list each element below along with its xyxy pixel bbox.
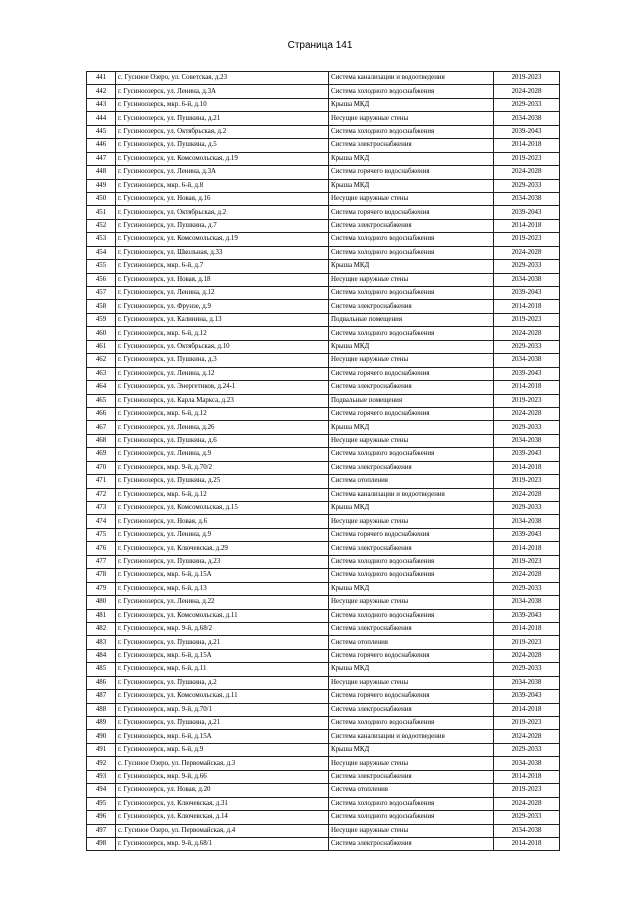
address-cell: г. Гусиноозерск, мкр. 6-й, д.12 <box>116 488 329 501</box>
period-cell: 2019-2023 <box>494 475 560 488</box>
address-cell: г. Гусиноозерск, мкр. 6-й, д.9 <box>116 743 329 756</box>
row-number-cell: 443 <box>87 98 116 111</box>
system-cell: Система холодного водоснабжения <box>329 569 494 582</box>
table-row <box>87 367 560 380</box>
system-cell: Система горячего водоснабжения <box>329 649 494 662</box>
period-cell: 2029-2033 <box>494 179 560 192</box>
row-number-cell: 448 <box>87 166 116 179</box>
period-cell: 2034-2038 <box>494 676 560 689</box>
system-cell: Крыша МКД <box>329 260 494 273</box>
table-row <box>87 743 560 756</box>
table-row <box>87 569 560 582</box>
table-row <box>87 192 560 205</box>
address-cell: г. Гусиноозерск, ул. Фрунзе, д.9 <box>116 300 329 313</box>
system-cell: Крыша МКД <box>329 582 494 595</box>
table-row <box>87 797 560 810</box>
address-cell: г. Гусиноозерск, мкр. 9-й, д.70/1 <box>116 703 329 716</box>
address-cell: г. Гусиноозерск, ул. Школьная, д.33 <box>116 246 329 259</box>
address-cell: г. Гусиноозерск, мкр. 6-й, д.7 <box>116 260 329 273</box>
table-row <box>87 811 560 824</box>
row-number-cell: 465 <box>87 394 116 407</box>
period-cell: 2029-2033 <box>494 811 560 824</box>
period-cell: 2029-2033 <box>494 260 560 273</box>
period-cell: 2019-2023 <box>494 717 560 730</box>
system-cell: Система холодного водоснабжения <box>329 448 494 461</box>
table-row <box>87 663 560 676</box>
system-cell: Система холодного водоснабжения <box>329 287 494 300</box>
table-row <box>87 582 560 595</box>
row-number-cell: 479 <box>87 582 116 595</box>
row-number-cell: 453 <box>87 233 116 246</box>
table-row <box>87 609 560 622</box>
row-number-cell: 450 <box>87 192 116 205</box>
address-cell: г. Гусиноозерск, ул. Пушкина, д.6 <box>116 434 329 447</box>
system-cell: Система отопления <box>329 784 494 797</box>
system-cell: Несущие наружные стены <box>329 434 494 447</box>
table-row <box>87 233 560 246</box>
table-row <box>87 327 560 340</box>
address-cell: г. Гусиноозерск, ул. Октябрьская, д.2 <box>116 206 329 219</box>
address-cell: г. Гусиноозерск, мкр. 6-й, д.10 <box>116 98 329 111</box>
period-cell: 2019-2023 <box>494 313 560 326</box>
table-row <box>87 260 560 273</box>
address-cell: г. Гусиноозерск, ул. Пушкина, д.25 <box>116 475 329 488</box>
row-number-cell: 484 <box>87 649 116 662</box>
period-cell: 2029-2033 <box>494 502 560 515</box>
row-number-cell: 482 <box>87 622 116 635</box>
table-row <box>87 622 560 635</box>
system-cell: Крыша МКД <box>329 152 494 165</box>
system-cell: Система электроснабжения <box>329 837 494 850</box>
system-cell: Система горячего водоснабжения <box>329 407 494 420</box>
system-cell: Система холодного водоснабжения <box>329 233 494 246</box>
address-cell: г. Гусиноозерск, ул. Новая, д.6 <box>116 515 329 528</box>
row-number-cell: 477 <box>87 555 116 568</box>
address-cell: г. Гусиноозерск, ул. Ключевская, д.31 <box>116 797 329 810</box>
period-cell: 2029-2033 <box>494 98 560 111</box>
table-row <box>87 206 560 219</box>
table-row <box>87 448 560 461</box>
system-cell: Система холодного водоснабжения <box>329 717 494 730</box>
row-number-cell: 490 <box>87 730 116 743</box>
address-cell: г. Гусиноозерск, ул. Ленина, д.9 <box>116 448 329 461</box>
address-cell: г. Гусиноозерск, мкр. 9-й, д.68/2 <box>116 622 329 635</box>
period-cell: 2034-2038 <box>494 192 560 205</box>
system-cell: Система холодного водоснабжения <box>329 246 494 259</box>
address-cell: г. Гусиноозерск, ул. Новая, д.16 <box>116 192 329 205</box>
period-cell: 2019-2023 <box>494 72 560 85</box>
period-cell: 2019-2023 <box>494 636 560 649</box>
row-number-cell: 487 <box>87 690 116 703</box>
period-cell: 2029-2033 <box>494 340 560 353</box>
row-number-cell: 442 <box>87 85 116 98</box>
row-number-cell: 485 <box>87 663 116 676</box>
period-cell: 2014-2018 <box>494 461 560 474</box>
period-cell: 2024-2028 <box>494 85 560 98</box>
table-row <box>87 139 560 152</box>
period-cell: 2024-2028 <box>494 730 560 743</box>
address-cell: г. Гусиноозерск, ул. Ключевская, д.29 <box>116 542 329 555</box>
address-cell: г. Гусиноозерск, ул. Ленина, д.22 <box>116 596 329 609</box>
row-number-cell: 471 <box>87 475 116 488</box>
address-cell: г. Гусиноозерск, ул. Ленина, д.3А <box>116 85 329 98</box>
system-cell: Система электроснабжения <box>329 381 494 394</box>
table-row <box>87 152 560 165</box>
table-row <box>87 300 560 313</box>
address-cell: г. Гусиноозерск, ул. Пушкина, д.23 <box>116 555 329 568</box>
row-number-cell: 476 <box>87 542 116 555</box>
period-cell: 2039-2043 <box>494 125 560 138</box>
system-cell: Крыша МКД <box>329 179 494 192</box>
system-cell: Система горячего водоснабжения <box>329 367 494 380</box>
system-cell: Крыша МКД <box>329 340 494 353</box>
table-row <box>87 219 560 232</box>
row-number-cell: 451 <box>87 206 116 219</box>
period-cell: 2029-2033 <box>494 582 560 595</box>
period-cell: 2034-2038 <box>494 757 560 770</box>
table-row <box>87 407 560 420</box>
period-cell: 2024-2028 <box>494 569 560 582</box>
table-row <box>87 354 560 367</box>
row-number-cell: 481 <box>87 609 116 622</box>
row-number-cell: 474 <box>87 515 116 528</box>
period-cell: 2014-2018 <box>494 770 560 783</box>
row-number-cell: 462 <box>87 354 116 367</box>
row-number-cell: 475 <box>87 528 116 541</box>
row-number-cell: 491 <box>87 743 116 756</box>
period-cell: 2019-2023 <box>494 555 560 568</box>
period-cell: 2029-2033 <box>494 743 560 756</box>
address-cell: г. Гусиноозерск, ул. Пушкина, д.2 <box>116 676 329 689</box>
address-cell: г. Гусиноозерск, ул. Комсомольская, д.19 <box>116 152 329 165</box>
period-cell: 2014-2018 <box>494 703 560 716</box>
address-cell: г. Гусиноозерск, мкр. 9-й, д.66 <box>116 770 329 783</box>
row-number-cell: 473 <box>87 502 116 515</box>
address-cell: г. Гусиноозерск, ул. Новая, д.20 <box>116 784 329 797</box>
table-row <box>87 313 560 326</box>
row-number-cell: 469 <box>87 448 116 461</box>
table-row <box>87 730 560 743</box>
row-number-cell: 449 <box>87 179 116 192</box>
system-cell: Система канализации и водоотведения <box>329 72 494 85</box>
row-number-cell: 447 <box>87 152 116 165</box>
row-number-cell: 486 <box>87 676 116 689</box>
address-cell: г. Гусиноозерск, ул. Пушкина, д.21 <box>116 636 329 649</box>
address-cell: г. Гусиноозерск, ул. Комсомольская, д.19 <box>116 233 329 246</box>
row-number-cell: 446 <box>87 139 116 152</box>
table-row <box>87 542 560 555</box>
address-cell: г. Гусиноозерск, ул. Пушкина, д.7 <box>116 219 329 232</box>
system-cell: Система горячего водоснабжения <box>329 690 494 703</box>
address-cell: г. Гусиноозерск, ул. Ленина, д.12 <box>116 287 329 300</box>
period-cell: 2034-2038 <box>494 112 560 125</box>
row-number-cell: 494 <box>87 784 116 797</box>
address-cell: г. Гусиноозерск, мкр. 6-й, д.13 <box>116 582 329 595</box>
address-cell: г. Гусиноозерск, ул. Комсомольская, д.15 <box>116 502 329 515</box>
period-cell: 2014-2018 <box>494 300 560 313</box>
table-row <box>87 125 560 138</box>
system-cell: Система электроснабжения <box>329 300 494 313</box>
system-cell: Система холодного водоснабжения <box>329 609 494 622</box>
system-cell: Несущие наружные стены <box>329 515 494 528</box>
period-cell: 2014-2018 <box>494 219 560 232</box>
table-row <box>87 421 560 434</box>
row-number-cell: 461 <box>87 340 116 353</box>
period-cell: 2014-2018 <box>494 622 560 635</box>
period-cell: 2014-2018 <box>494 837 560 850</box>
system-cell: Несущие наружные стены <box>329 824 494 837</box>
row-number-cell: 489 <box>87 717 116 730</box>
row-number-cell: 493 <box>87 770 116 783</box>
row-number-cell: 457 <box>87 287 116 300</box>
row-number-cell: 463 <box>87 367 116 380</box>
table-row <box>87 555 560 568</box>
address-cell: г. Гусиноозерск, ул. Пушкина, д.5 <box>116 139 329 152</box>
period-cell: 2024-2028 <box>494 166 560 179</box>
row-number-cell: 483 <box>87 636 116 649</box>
system-cell: Система канализации и водоотведения <box>329 488 494 501</box>
table-row <box>87 676 560 689</box>
row-number-cell: 488 <box>87 703 116 716</box>
page-title: Страница 141 <box>287 40 353 51</box>
system-cell: Крыша МКД <box>329 663 494 676</box>
system-cell: Система холодного водоснабжения <box>329 811 494 824</box>
period-cell: 2014-2018 <box>494 139 560 152</box>
system-cell: Подвальные помещения <box>329 394 494 407</box>
address-cell: г. Гусиноозерск, ул. Ключевская, д.14 <box>116 811 329 824</box>
period-cell: 2039-2043 <box>494 609 560 622</box>
period-cell: 2029-2033 <box>494 421 560 434</box>
address-cell: г. Гусиноозерск, ул. Октябрьская, д.2 <box>116 125 329 138</box>
period-cell: 2024-2028 <box>494 649 560 662</box>
period-cell: 2024-2028 <box>494 797 560 810</box>
system-cell: Подвальные помещения <box>329 313 494 326</box>
address-cell: г. Гусиноозерск, ул. Калинина, д.13 <box>116 313 329 326</box>
table-row <box>87 434 560 447</box>
period-cell: 2039-2043 <box>494 690 560 703</box>
row-number-cell: 470 <box>87 461 116 474</box>
address-cell: г. Гусиноозерск, мкр. 6-й, д.15А <box>116 569 329 582</box>
table-row <box>87 179 560 192</box>
address-cell: г. Гусиноозерск, ул. Ленина, д.9 <box>116 528 329 541</box>
system-cell: Несущие наружные стены <box>329 112 494 125</box>
system-cell: Крыша МКД <box>329 421 494 434</box>
period-cell: 2039-2043 <box>494 367 560 380</box>
row-number-cell: 468 <box>87 434 116 447</box>
address-cell: с. Гусиное Озеро, ул. Советская, д.23 <box>116 72 329 85</box>
system-cell: Система электроснабжения <box>329 770 494 783</box>
row-number-cell: 444 <box>87 112 116 125</box>
row-number-cell: 472 <box>87 488 116 501</box>
table-row <box>87 515 560 528</box>
address-cell: г. Гусиноозерск, мкр. 6-й, д.15А <box>116 649 329 662</box>
period-cell: 2029-2033 <box>494 663 560 676</box>
period-cell: 2024-2028 <box>494 407 560 420</box>
system-cell: Система холодного водоснабжения <box>329 797 494 810</box>
row-number-cell: 496 <box>87 811 116 824</box>
address-cell: с. Гусиное Озеро, ул. Первомайская, д.3 <box>116 757 329 770</box>
row-number-cell: 459 <box>87 313 116 326</box>
table-row <box>87 461 560 474</box>
table-row <box>87 72 560 85</box>
row-number-cell: 458 <box>87 300 116 313</box>
system-cell: Несущие наружные стены <box>329 354 494 367</box>
period-cell: 2014-2018 <box>494 381 560 394</box>
table-row <box>87 112 560 125</box>
system-cell: Несущие наружные стены <box>329 192 494 205</box>
row-number-cell: 441 <box>87 72 116 85</box>
row-number-cell: 460 <box>87 327 116 340</box>
period-cell: 2034-2038 <box>494 596 560 609</box>
row-number-cell: 495 <box>87 797 116 810</box>
table-row <box>87 649 560 662</box>
period-cell: 2034-2038 <box>494 515 560 528</box>
table-row <box>87 381 560 394</box>
row-number-cell: 456 <box>87 273 116 286</box>
system-cell: Система горячего водоснабжения <box>329 206 494 219</box>
period-cell: 2019-2023 <box>494 152 560 165</box>
table-row <box>87 246 560 259</box>
system-cell: Система горячего водоснабжения <box>329 166 494 179</box>
address-cell: г. Гусиноозерск, мкр. 6-й, д.11 <box>116 663 329 676</box>
period-cell: 2039-2043 <box>494 528 560 541</box>
registry-table <box>86 71 560 851</box>
system-cell: Крыша МКД <box>329 743 494 756</box>
row-number-cell: 478 <box>87 569 116 582</box>
table-row <box>87 502 560 515</box>
period-cell: 2034-2038 <box>494 434 560 447</box>
period-cell: 2039-2043 <box>494 287 560 300</box>
row-number-cell: 497 <box>87 824 116 837</box>
table-row <box>87 703 560 716</box>
system-cell: Система электроснабжения <box>329 461 494 474</box>
period-cell: 2024-2028 <box>494 488 560 501</box>
row-number-cell: 480 <box>87 596 116 609</box>
row-number-cell: 464 <box>87 381 116 394</box>
row-number-cell: 492 <box>87 757 116 770</box>
system-cell: Система холодного водоснабжения <box>329 125 494 138</box>
period-cell: 2019-2023 <box>494 784 560 797</box>
row-number-cell: 452 <box>87 219 116 232</box>
row-number-cell: 454 <box>87 246 116 259</box>
address-cell: г. Гусиноозерск, ул. Октябрьская, д.10 <box>116 340 329 353</box>
system-cell: Система отопления <box>329 475 494 488</box>
system-cell: Несущие наружные стены <box>329 676 494 689</box>
address-cell: г. Гусиноозерск, мкр. 6-й, д.12 <box>116 407 329 420</box>
period-cell: 2034-2038 <box>494 354 560 367</box>
address-cell: г. Гусиноозерск, ул. Энергетиков, д.24-1 <box>116 381 329 394</box>
address-cell: г. Гусиноозерск, ул. Карла Маркса, д.23 <box>116 394 329 407</box>
address-cell: г. Гусиноозерск, мкр. 9-й, д.70/2 <box>116 461 329 474</box>
period-cell: 2034-2038 <box>494 824 560 837</box>
address-cell: г. Гусиноозерск, ул. Комсомольская, д.11 <box>116 609 329 622</box>
table-row <box>87 757 560 770</box>
address-cell: г. Гусиноозерск, ул. Пушкина, д.21 <box>116 717 329 730</box>
address-cell: г. Гусиноозерск, ул. Комсомольская, д.11 <box>116 690 329 703</box>
system-cell: Система холодного водоснабжения <box>329 85 494 98</box>
row-number-cell: 445 <box>87 125 116 138</box>
system-cell: Крыша МКД <box>329 98 494 111</box>
system-cell: Несущие наружные стены <box>329 273 494 286</box>
period-cell: 2024-2028 <box>494 246 560 259</box>
period-cell: 2014-2018 <box>494 542 560 555</box>
row-number-cell: 455 <box>87 260 116 273</box>
address-cell: г. Гусиноозерск, мкр. 6-й, д.12 <box>116 327 329 340</box>
system-cell: Крыша МКД <box>329 502 494 515</box>
system-cell: Несущие наружные стены <box>329 757 494 770</box>
system-cell: Система холодного водоснабжения <box>329 327 494 340</box>
system-cell: Система отопления <box>329 636 494 649</box>
table-row <box>87 717 560 730</box>
address-cell: с. Гусиное Озеро, ул. Первомайская, д.4 <box>116 824 329 837</box>
address-cell: г. Гусиноозерск, мкр. 6-й, д.15А <box>116 730 329 743</box>
address-cell: г. Гусиноозерск, ул. Пушкина, д.21 <box>116 112 329 125</box>
period-cell: 2034-2038 <box>494 273 560 286</box>
period-cell: 2039-2043 <box>494 448 560 461</box>
table-row <box>87 340 560 353</box>
system-cell: Система холодного водоснабжения <box>329 555 494 568</box>
table-row <box>87 166 560 179</box>
system-cell: Система электроснабжения <box>329 622 494 635</box>
table-row <box>87 837 560 850</box>
row-number-cell: 498 <box>87 837 116 850</box>
table-row <box>87 824 560 837</box>
table-row <box>87 690 560 703</box>
period-cell: 2024-2028 <box>494 327 560 340</box>
table-row <box>87 770 560 783</box>
table-row <box>87 784 560 797</box>
table-row <box>87 287 560 300</box>
period-cell: 2019-2023 <box>494 233 560 246</box>
address-cell: г. Гусиноозерск, ул. Ленина, д.26 <box>116 421 329 434</box>
address-cell: г. Гусиноозерск, ул. Пушкина, д.3 <box>116 354 329 367</box>
address-cell: г. Гусиноозерск, ул. Ленина, д.12 <box>116 367 329 380</box>
table-row <box>87 85 560 98</box>
table-row <box>87 488 560 501</box>
system-cell: Несущие наружные стены <box>329 596 494 609</box>
table-row <box>87 636 560 649</box>
system-cell: Система электроснабжения <box>329 703 494 716</box>
system-cell: Система канализации и водоотведения <box>329 730 494 743</box>
period-cell: 2039-2043 <box>494 206 560 219</box>
address-cell: г. Гусиноозерск, мкр. 9-й, д.68/1 <box>116 837 329 850</box>
system-cell: Система электроснабжения <box>329 542 494 555</box>
table-row <box>87 475 560 488</box>
table-row <box>87 98 560 111</box>
table-row <box>87 394 560 407</box>
address-cell: г. Гусиноозерск, мкр. 6-й, д.8 <box>116 179 329 192</box>
system-cell: Система горячего водоснабжения <box>329 528 494 541</box>
table-row <box>87 273 560 286</box>
address-cell: г. Гусиноозерск, ул. Ленина, д.3А <box>116 166 329 179</box>
period-cell: 2019-2023 <box>494 394 560 407</box>
address-cell: г. Гусиноозерск, ул. Новая, д.18 <box>116 273 329 286</box>
system-cell: Система электроснабжения <box>329 219 494 232</box>
registry-table-body <box>87 72 560 851</box>
table-row <box>87 596 560 609</box>
row-number-cell: 466 <box>87 407 116 420</box>
row-number-cell: 467 <box>87 421 116 434</box>
system-cell: Система электроснабжения <box>329 139 494 152</box>
table-row <box>87 528 560 541</box>
